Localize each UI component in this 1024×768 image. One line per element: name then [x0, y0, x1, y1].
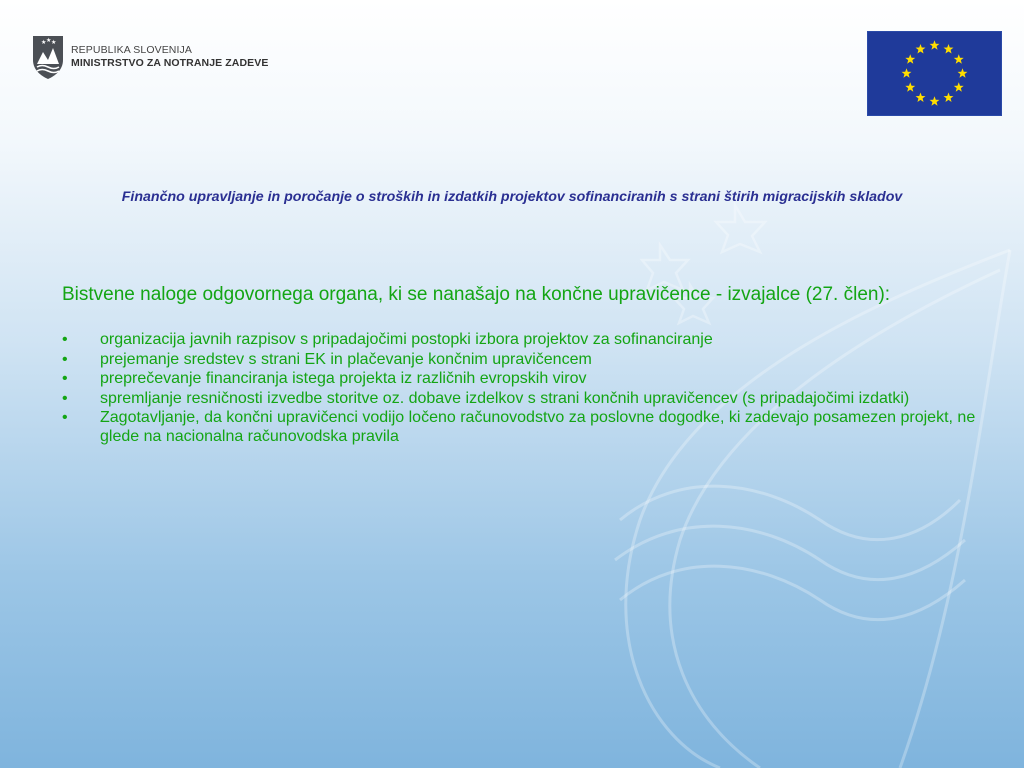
eu-star-icon	[944, 44, 954, 53]
list-item	[62, 331, 982, 350]
org-name-line2: MINISTRSTVO ZA NOTRANJE ZADEVE	[71, 57, 269, 69]
eu-star-icon	[916, 44, 926, 53]
bullet-dot: •	[62, 331, 68, 348]
list-item-text: preprečevanje financiranja istega projekta iz različnih evropskih virov	[100, 370, 587, 387]
lead-paragraph: Bistvene naloge odgovornega organa, ki se nanašajo na končne upravičence - izvajalce (27. člen):	[62, 284, 891, 305]
list-item-text: Zagotavljanje, da končni upravičenci vodijo ločeno računovodstvo za poslovne dogodke, ki zadevajo posamezen projekt, ne glede na nacionalna računovodska pravila	[100, 409, 976, 445]
eu-star-icon	[930, 96, 940, 105]
eu-star-icon	[944, 93, 954, 102]
slide-title: Finančno upravljanje in poročanje o stroških in izdatkih projektov sofinanciranih s strani štirih migracijskih skladov	[121, 189, 903, 205]
bullet-dot: •	[62, 370, 68, 387]
list-item-text: spremljanje resničnosti izvedbe storitve oz. dobave izdelkov s strani končnih upravičencev (s pripadajočimi izdatki)	[100, 389, 910, 407]
eu-star-icon	[905, 54, 915, 63]
eu-star-icon	[916, 93, 926, 102]
eu-star-icon	[954, 54, 964, 63]
eu-flag-icon	[868, 32, 1001, 115]
svg-text:★: ★	[41, 40, 47, 46]
eu-star-icon	[954, 82, 964, 91]
list-item-text: prejemanje sredstev s strani EK in plačevanje končnim upravičencem	[100, 350, 592, 368]
coat-of-arms-icon	[31, 34, 65, 80]
bullet-list	[62, 331, 982, 446]
eu-star-icon	[930, 40, 940, 49]
bullet-dot: •	[62, 389, 68, 407]
svg-text:★: ★	[46, 38, 52, 44]
org-name-line1: REPUBLIKA SLOVENIJA	[71, 44, 192, 56]
slide-content	[62, 284, 982, 447]
list-item	[62, 390, 982, 409]
list-item	[62, 351, 982, 370]
ministry-logo	[31, 34, 268, 80]
eu-star-icon	[902, 68, 912, 77]
list-item-text: organizacija javnih razpisov s pripadajočimi postopki izbora projektov za sofinanciranje	[100, 331, 713, 348]
list-item	[62, 370, 982, 389]
svg-text:★: ★	[51, 40, 57, 46]
list-item	[62, 409, 982, 446]
bullet-dot: •	[62, 350, 68, 368]
bullet-dot: •	[62, 409, 68, 426]
eu-star-icon	[958, 68, 968, 77]
eu-star-icon	[905, 82, 915, 91]
